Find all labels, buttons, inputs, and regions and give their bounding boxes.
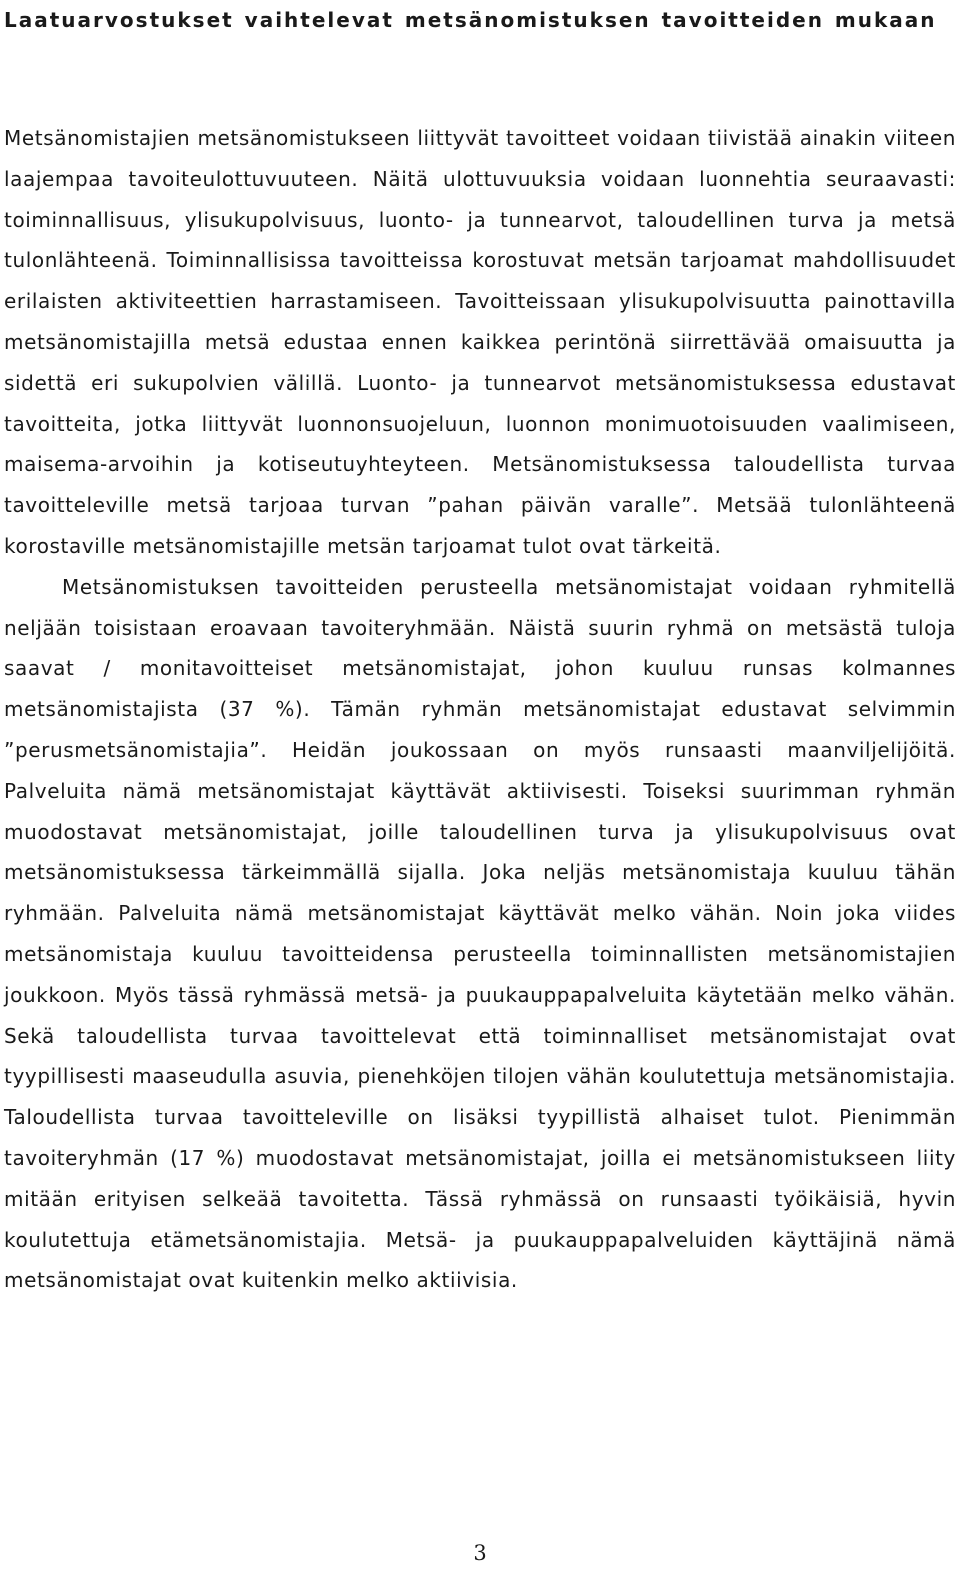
body-text (4, 118, 956, 1301)
paragraph-goal-dimensions: Metsänomistajien metsänomistukseen liittyvät tavoitteet voidaan tiivistää ainakin viiteen laajempaa tavoiteulottuvuuteen. Näitä ulottuvuuksia voidaan luonnehtia seuraavasti: toiminnallisuus, ylisukupolvisuus, luonto- ja tunnearvot, taloudellinen turva ja metsä tulonlähteenä. Toiminnallisissa tavoitteissa korostuvat metsän tarjoamat mahdollisuudet erilaisten aktiviteettien harrastamiseen. Tavoitteissaan ylisukupolvisuutta painottavilla metsänomistajilla metsä edustaa ennen kaikkea perintönä siirrettävää omaisuutta ja sidettä eri sukupolvien välillä. Luonto- ja tunnearvot metsänomistuksessa edustavat tavoitteita, jotka liittyvät luonnonsuojeluun, luonnon monimuotoisuuden vaalimiseen, maisema-arvoihin ja kotiseutuyhteyteen. Metsänomistuksessa taloudellista turvaa tavoitteleville metsä tarjoaa turvan ”pahan päivän varalle”. Metsää tulonlähteenä korostaville metsänomistajille metsän tarjoamat tulot ovat tärkeitä. (4, 126, 956, 558)
document-page (4, 0, 956, 1570)
paragraph-goal-groups: Metsänomistuksen tavoitteiden perusteella metsänomistajat voidaan ryhmitellä neljään toisistaan eroavaan tavoiteryhmään. Näistä suurin ryhmä on metsästä tuloja saavat / monitavoitteiset metsänomistajat, johon kuuluu runsas kolmannes metsänomistajista (37 %). Tämän ryhmän metsänomistajat edustavat selvimmin ”perusmetsänomistajia”. Heidän joukossaan on myös runsaasti maanviljelijöitä. Palveluita nämä metsänomistajat käyttävät aktiivisesti. Toiseksi suurimman ryhmän muodostavat metsänomistajat, joille taloudellinen turva ja ylisukupolvisuus ovat metsänomistuksessa tärkeimmällä sijalla. Joka neljäs metsänomistaja kuuluu tähän ryhmään. Palveluita nämä metsänomistajat käyttävät melko vähän. Noin joka viides metsänomistaja kuuluu tavoitteidensa perusteella toiminnallisten metsänomistajien joukkoon. Myös tässä ryhmässä metsä- ja puukauppapalveluita käytetään melko vähän. Sekä taloudellista turvaa tavoittelevat että toiminnalliset metsänomistajat ovat tyypillisesti maaseudulla asuvia, pienehköjen tilojen vähän koulutettuja metsänomistajia. Taloudellista turvaa tavoitteleville on lisäksi tyypillistä alhaiset tulot. Pienimmän tavoiteryhmän (17 %) muodostavat metsänomistajat, joilla ei metsänomistukseen liity mitään erityisen selkeää tavoitetta. Tässä ryhmässä on runsaasti työikäisiä, hyvin koulutettuja etämetsänomistajia. Metsä- ja puukauppapalveluiden käyttäjinä nämä metsänomistajat ovat kuitenkin melko aktiivisia. (4, 574, 956, 1293)
page-number: 3 (473, 1541, 487, 1565)
section-heading: Laatuarvostukset vaihtelevat metsänomistuksen tavoitteiden mukaan (4, 8, 937, 32)
